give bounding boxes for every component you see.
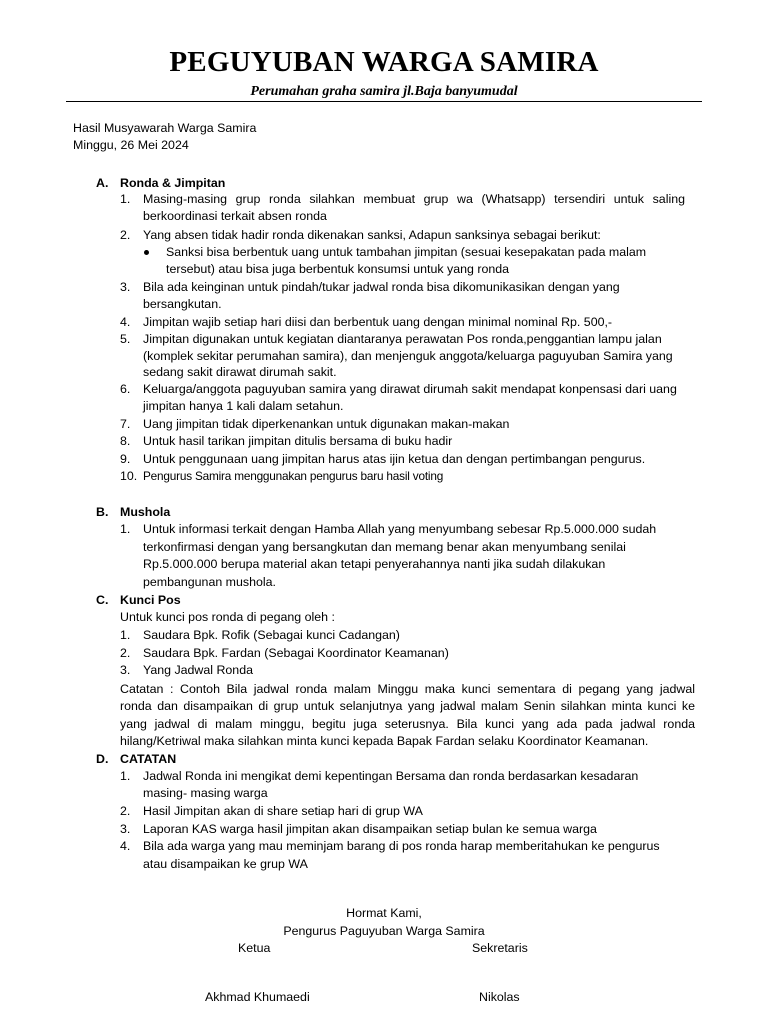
d-item-4-num: 4. <box>120 839 131 853</box>
a-item-6-line-1: Keluarga/anggota paguyuban samira yang dirawat dirumah sakit mendapat konpensasi dari uang <box>143 382 677 396</box>
a-subbullet-line-2: tersebut) atau bisa juga berbentuk konsumsi untuk yang ronda <box>166 262 510 276</box>
c-note-line-3: yang jadwal di malam minggu, begitu juga seterusnya. Bila kunci yang ada pada jadwal ronda <box>120 717 695 731</box>
header-divider <box>66 101 702 102</box>
a-item-1-line-2: berkoordinasi terkait absen ronda <box>143 209 327 223</box>
a-item-8-line-1: Untuk hasil tarikan jimpitan ditulis bersama di buku hadir <box>143 434 453 448</box>
d-item-3-num: 3. <box>120 822 131 836</box>
a-item-1-line-1: Masing-masing grup ronda silahkan membuat grup wa (Whatsapp) tersendiri untuk saling <box>143 192 685 206</box>
c-item-1-text: Saudara Bpk. Rofik (Sebagai kunci Cadangan) <box>143 628 400 642</box>
a-item-10-line-1: Pengurus Samira menggunakan pengurus baru hasil voting <box>143 469 444 483</box>
a-item-5-num: 5. <box>120 332 131 346</box>
a-item-10-num: 10. <box>120 469 138 483</box>
a-item-6-num: 6. <box>120 382 131 396</box>
closing-greeting: Hormat Kami, <box>346 906 422 920</box>
d-item-1-line-2: masing- masing warga <box>143 786 268 800</box>
a-item-1-num: 1. <box>120 192 131 206</box>
d-item-3-line-1: Laporan KAS warga hasil jimpitan akan disampaikan setiap bulan ke semua warga <box>143 822 597 836</box>
section-b-heading: Mushola <box>120 505 171 519</box>
section-a-heading: Ronda & Jimpitan <box>120 176 226 190</box>
a-item-9-num: 9. <box>120 452 131 466</box>
closing-organization: Pengurus Paguyuban Warga Samira <box>283 924 485 938</box>
section-c-heading: Kunci Pos <box>120 593 181 607</box>
d-item-1-num: 1. <box>120 769 131 783</box>
a-item-5-line-3: sedang sakit dirawat dirumah sakit. <box>143 365 337 379</box>
a-item-3-line-1: Bila ada keinginan untuk pindah/tukar jadwal ronda bisa dikomunikasikan dengan yang <box>143 280 620 294</box>
c-item-2-text: Saudara Bpk. Fardan (Sebagai Koordinator Keamanan) <box>143 646 449 660</box>
d-item-2-num: 2. <box>120 804 131 818</box>
document-title: PEGUYUBAN WARGA SAMIRA <box>169 46 599 78</box>
a-item-4-line-1: Jimpitan wajib setiap hari diisi dan berbentuk uang dengan minimal nominal Rp. 500,- <box>143 315 613 329</box>
signatory-chairman-name: Akhmad Khumaedi <box>205 990 310 1004</box>
b-item-1-line-3: Rp.5.000.000 berupa material akan tetapi penyerahannya nanti jika sudah dilakukan <box>143 557 606 571</box>
c-note-line-1: Catatan : Contoh Bila jadwal ronda malam Minggu maka kunci sementara di pegang yang jadwal <box>120 682 695 696</box>
section-c-letter: C. <box>96 593 109 607</box>
a-item-3-num: 3. <box>120 280 131 294</box>
intro-line-2: Minggu, 26 Mei 2024 <box>73 138 189 152</box>
a-item-3-line-2: bersangkutan. <box>143 297 222 311</box>
a-item-6-line-2: jimpitan hanya 1 kali dalam setahun. <box>143 399 344 413</box>
b-item-1-line-2: terkonfirmasi dengan yang bersangkutan dan memang benar akan menyumbang senilai <box>143 540 626 554</box>
a-item-7-line-1: Uang jimpitan tidak diperkenankan untuk digunakan makan-makan <box>143 417 510 431</box>
a-item-4-num: 4. <box>120 315 131 329</box>
c-item-3-num: 3. <box>120 663 131 677</box>
b-item-1-num: 1. <box>120 522 131 536</box>
b-item-1-line-1: Untuk informasi terkait dengan Hamba Allah yang menyumbang sebesar Rp.5.000.000 sudah <box>143 522 657 536</box>
c-item-2-num: 2. <box>120 646 131 660</box>
a-item-5-line-2: (komplek sekitar perumahan samira), dan menjenguk anggota/keluarga paguyuban Samira yang <box>143 349 673 363</box>
c-note-line-2: ronda dan disampaikan di grup untuk selanjutnya yang jadwal malam Senin silahkan minta kunci ke <box>120 699 695 713</box>
a-item-7-num: 7. <box>120 417 131 431</box>
d-item-1-line-1: Jadwal Ronda ini mengikat demi kepentingan Bersama dan ronda berdasarkan kesadaran <box>143 769 639 783</box>
sub-bullet-icon <box>144 250 149 255</box>
signatory-secretary-name: Nikolas <box>479 990 520 1004</box>
c-note-line-4: hilang/Ketriwal maka silahkan minta kunci kepada Bapak Fardan selaku Koordinator Keamanan. <box>120 734 649 748</box>
section-d-heading: CATATAN <box>120 752 177 766</box>
section-b-letter: B. <box>96 505 109 519</box>
c-item-1-num: 1. <box>120 628 131 642</box>
c-intro: Untuk kunci pos ronda di pegang oleh : <box>120 610 335 624</box>
d-item-2-line-1: Hasil Jimpitan akan di share setiap hari di grup WA <box>143 804 423 818</box>
c-item-3-text: Yang Jadwal Ronda <box>143 663 253 677</box>
a-item-2-line-1: Yang absen tidak hadir ronda dikenakan sanksi, Adapun sanksinya sebagai berikut: <box>143 228 601 242</box>
role-chairman: Ketua <box>238 941 271 955</box>
a-item-5-line-1: Jimpitan digunakan untuk kegiatan diantaranya perawatan Pos ronda,penggantian lampu jalan <box>143 332 662 346</box>
role-secretary: Sekretaris <box>472 941 528 955</box>
a-item-2-num: 2. <box>120 228 131 242</box>
a-item-8-num: 8. <box>120 434 131 448</box>
a-subbullet-line-1: Sanksi bisa berbentuk uang untuk tambahan jimpitan (sesuai kesepakatan pada malam <box>166 245 647 259</box>
b-item-1-line-4: pembangunan mushola. <box>143 575 276 589</box>
d-item-4-line-1: Bila ada warga yang mau meminjam barang di pos ronda harap memberitahukan ke pengurus <box>143 839 660 853</box>
section-d-letter: D. <box>96 752 109 766</box>
document-subtitle: Perumahan graha samira jl.Baja banyumudal <box>250 84 518 99</box>
intro-line-1: Hasil Musyawarah Warga Samira <box>73 121 257 135</box>
d-item-4-line-2: atau disampaikan ke grup WA <box>143 857 308 871</box>
a-item-9-line-1: Untuk penggunaan uang jimpitan harus atas ijin ketua dan dengan pertimbangan pengurus. <box>143 452 646 466</box>
section-a-letter: A. <box>96 176 109 190</box>
